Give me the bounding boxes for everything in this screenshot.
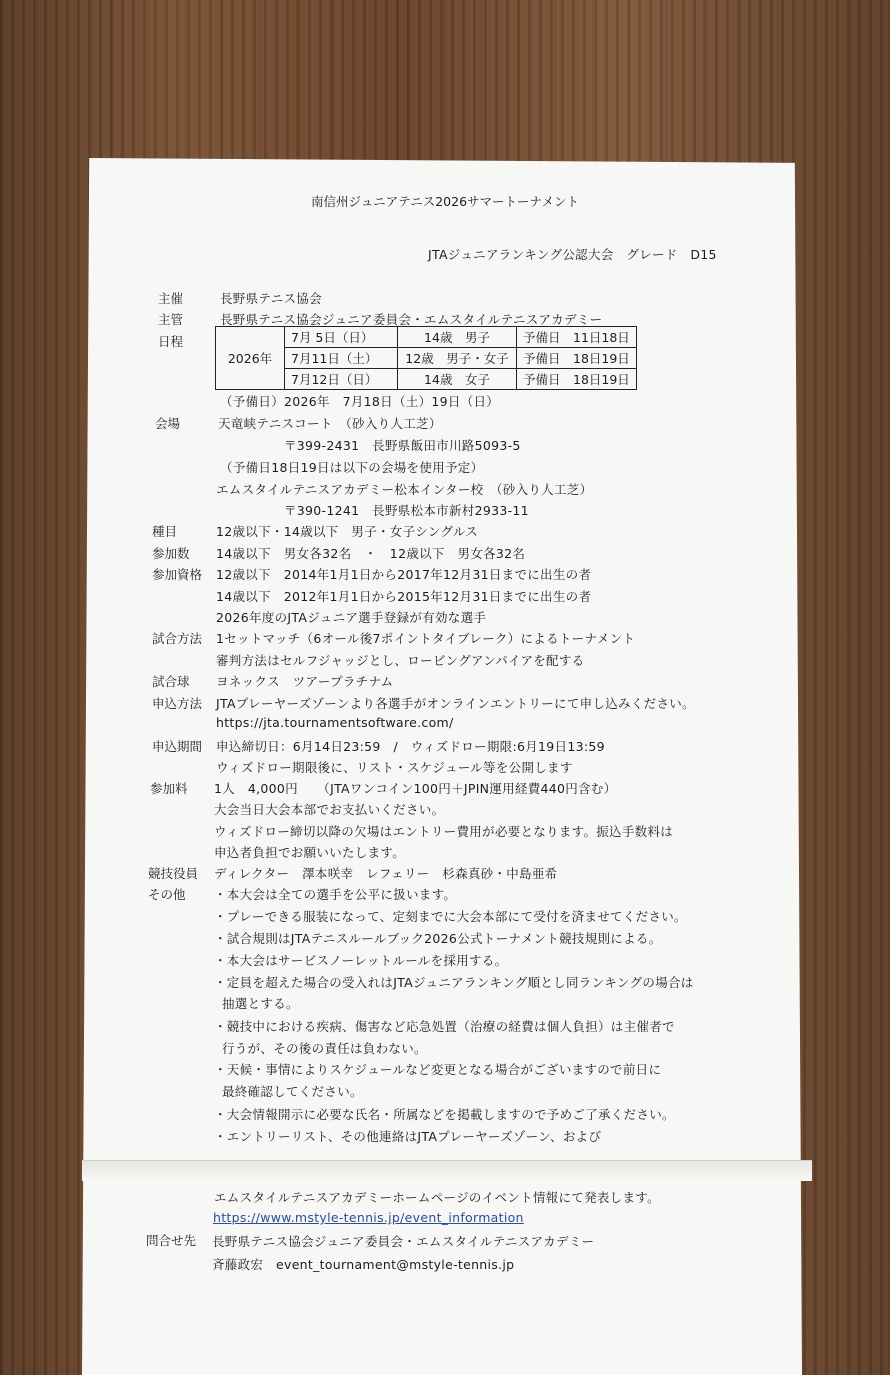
list-item: ・本大会はサービスノーレットルールを採用する。 <box>214 953 508 968</box>
contact-label: 問合せ先 <box>146 1233 197 1248</box>
period-line: 申込締切日：6月14日23:59 / ウィズドロー期限:6月19日13:59 <box>216 739 605 754</box>
fee-line: ウィズドロー締切以降の欠場はエントリー費用が必要となります。振込手数料は <box>214 824 674 839</box>
paper-fold <box>82 1160 812 1181</box>
eligibility-line: 12歳以下 2014年1月1日から2017年12月31日までに出生の者 <box>216 567 592 582</box>
contact-line: 斉藤政宏 event_tournament@mstyle-tennis.jp <box>212 1257 515 1272</box>
schedule-year: 2026年 <box>216 327 285 390</box>
period-line: ウィズドロー期限後に、リスト・スケジュール等を公開します <box>216 760 573 775</box>
management-label: 主管 <box>158 312 184 327</box>
format-line: 審判方法はセルフジャッジとし、ロービングアンパイアを配する <box>216 653 585 668</box>
officials-label: 競技役員 <box>148 866 199 881</box>
list-item: ・大会情報開示に必要な氏名・所属などを掲載しますので予めご了承ください。 <box>214 1107 675 1122</box>
schedule-label: 日程 <box>158 334 184 349</box>
venue-line: 天竜峡テニスコート （砂入り人工芝） <box>218 416 442 431</box>
application-url: https://jta.tournamentsoftware.com/ <box>216 715 454 730</box>
management-value: 長野県テニス協会ジュニア委員会・エムスタイルテニスアカデミー <box>220 312 603 327</box>
venue-line: 〒390-1241 長野県松本市新村2933-11 <box>284 503 529 518</box>
eligibility-line: 2026年度のJTAジュニア選手登録が有効な選手 <box>216 610 487 625</box>
list-item: 抽選とする。 <box>222 996 299 1011</box>
venue-line: （予備日18日19日は以下の会場を使用予定） <box>220 460 484 475</box>
venue-line: 〒399-2431 長野県飯田市川路5093-5 <box>284 438 521 453</box>
reserve-note: （予備日）2026年 7月18日（土）19日（日） <box>220 394 500 409</box>
venue-label: 会場 <box>155 416 181 431</box>
format-line: 1セットマッチ（6オール後7ポイントタイブレーク）によるトーナメント <box>216 631 636 646</box>
entries-value: 14歳以下 男女各32名 ・ 12歳以下 男女各32名 <box>216 546 526 561</box>
list-item: ・本大会は全ての選手を公平に扱います。 <box>214 887 457 902</box>
fee-line: 1人 4,000円 （JTAワンコイン100円＋JPIN運用経費440円含む） <box>214 781 617 796</box>
ball-label: 試合球 <box>152 674 190 689</box>
document-subtitle: JTAジュニアランキング公認大会 グレード D15 <box>428 247 717 262</box>
schedule-table <box>215 326 637 390</box>
list-item: ・エントリーリスト、その他連絡はJTAプレーヤーズゾーン、および <box>214 1129 602 1144</box>
eligibility-label: 参加資格 <box>152 567 203 582</box>
schedule-date: 7月11日（土） <box>285 348 398 369</box>
schedule-reserve: 予備日 11日18日 <box>517 327 637 348</box>
event-info-link[interactable]: https://www.mstyle-tennis.jp/event_information <box>213 1210 524 1225</box>
document-title: 南信州ジュニアテニス2026サマートーナメント <box>310 194 580 209</box>
list-item: 最終確認してください。 <box>222 1084 363 1099</box>
period-label: 申込期間 <box>152 739 203 754</box>
list-item: ・試合規則はJTAテニスルールブック2026公式トーナメント競技規則による。 <box>214 931 662 946</box>
schedule-date: 7月 5日（日） <box>285 327 398 348</box>
organizer-label: 主催 <box>158 291 184 306</box>
officials-value: ディレクター 澤本咲幸 レフェリー 杉森真砂・中島亜希 <box>214 866 558 881</box>
category-value: 12歳以下・14歳以下 男子・女子シングルス <box>216 524 479 539</box>
schedule-reserve: 予備日 18日19日 <box>517 369 637 390</box>
venue-line: エムスタイルテニスアカデミー松本インター校 （砂入り人工芝） <box>216 482 593 497</box>
fee-line: 大会当日大会本部でお支払いください。 <box>214 802 445 817</box>
eligibility-line: 14歳以下 2012年1月1日から2015年12月31日までに出生の者 <box>216 589 592 604</box>
organizer-value: 長野県テニス協会 <box>220 291 322 306</box>
fee-label: 参加料 <box>150 781 188 796</box>
schedule-event: 14歳 男子 <box>398 327 517 348</box>
schedule-date: 7月12日（日） <box>285 369 398 390</box>
application-label: 申込方法 <box>152 696 203 711</box>
list-item: ・競技中における疾病、傷害など応急処置（治療の経費は個人負担）は主催者で <box>214 1019 675 1034</box>
list-item: エムスタイルテニスアカデミーホームページのイベント情報にて発表します。 <box>214 1190 660 1205</box>
application-line: JTAプレーヤーズゾーンより各選手がオンラインエントリーにて申し込みください。 <box>216 696 695 711</box>
schedule-reserve: 予備日 18日19日 <box>517 348 637 369</box>
fee-line: 申込者負担でお願いいたします。 <box>214 845 406 860</box>
list-item: ・定員を超えた場合の受入れはJTAジュニアランキング順とし同ランキングの場合は <box>214 975 694 990</box>
schedule-event: 14歳 女子 <box>398 369 517 390</box>
contact-line: 長野県テニス協会ジュニア委員会・エムスタイルテニスアカデミー <box>212 1234 595 1249</box>
category-label: 種目 <box>152 524 178 539</box>
table-row <box>216 327 637 348</box>
ball-value: ヨネックス ツアープラチナム <box>216 674 394 689</box>
schedule-event: 12歳 男子・女子 <box>398 348 517 369</box>
list-item: 行うが、その後の責任は負わない。 <box>222 1041 427 1056</box>
entries-label: 参加数 <box>152 546 190 561</box>
list-item: ・天候・事情によりスケジュールなど変更となる場合がございますので前日に <box>214 1062 662 1077</box>
format-label: 試合方法 <box>152 631 203 646</box>
other-label: その他 <box>148 887 186 902</box>
list-item: ・プレーできる服装になって、定刻までに大会本部にて受付を済ませてください。 <box>214 909 687 924</box>
